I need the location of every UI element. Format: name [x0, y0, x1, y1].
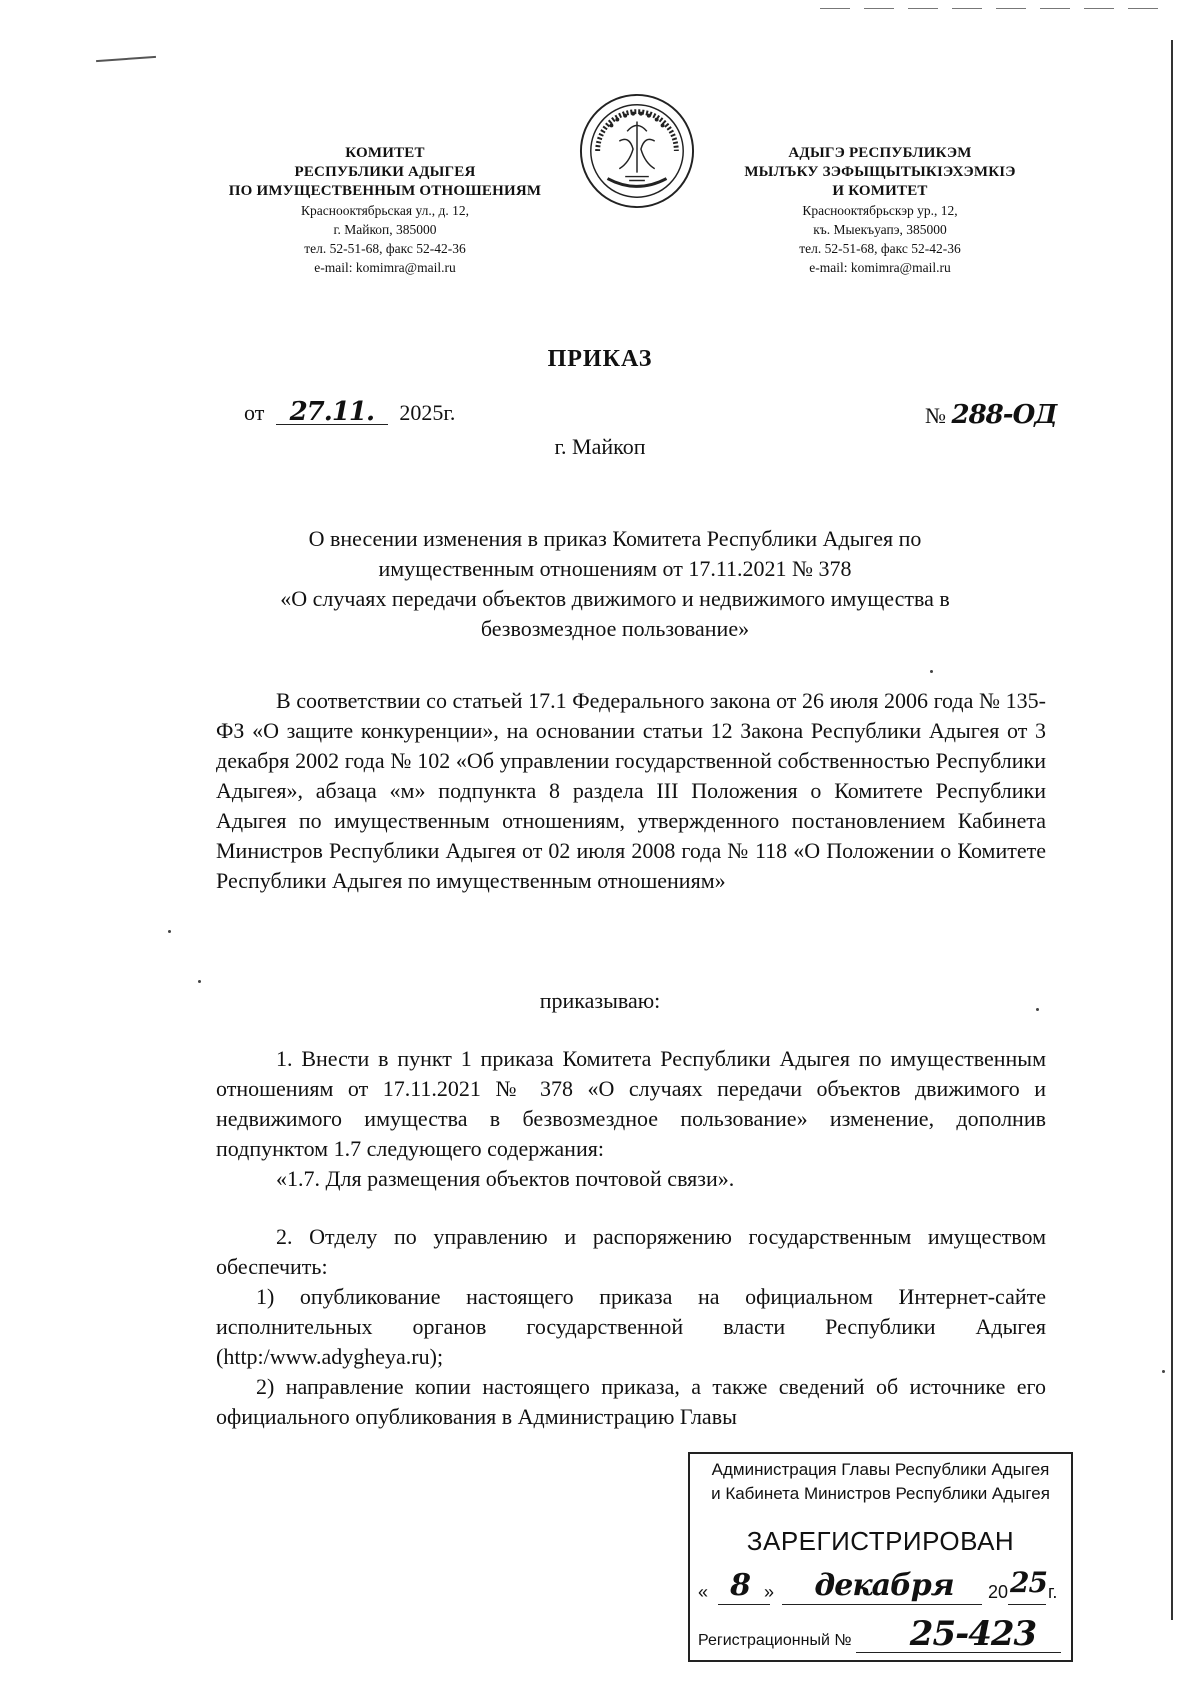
- stamp-reg-label: Регистрационный №: [698, 1632, 852, 1649]
- stamp-year-prefix: 20: [988, 1582, 1009, 1602]
- org-name-line: АДЫГЭ РЕСПУБЛИКЭМ: [788, 145, 972, 161]
- stamp-reg-value: 25-423: [909, 1614, 1037, 1654]
- scan-speck: [1162, 1370, 1165, 1373]
- subject-line: О внесении изменения в приказ Комитета Республики Адыгея по: [308, 526, 922, 551]
- order-date: [244, 397, 456, 427]
- address-line: Краснооктябрьская ул., д. 12,: [301, 203, 469, 218]
- coat-of-arms-icon: [578, 92, 696, 210]
- address-line: къ. Мыекъуапэ, 385000: [813, 222, 947, 237]
- email-line: e-mail: komimra@mail.ru: [314, 260, 456, 275]
- number-prefix: №: [925, 403, 946, 428]
- org-name-line: РЕСПУБЛИКИ АДЫГЕЯ: [294, 164, 476, 180]
- handwritten-date: 27.11.: [289, 397, 375, 427]
- stamp-year-suffix: 25: [1010, 1566, 1047, 1599]
- address-line: Краснооктябрьскэр ур., 12,: [802, 203, 958, 218]
- org-name-line: И КОМИТЕТ: [832, 183, 928, 199]
- stamp-reg-number: [698, 1614, 1063, 1656]
- org-name-line: МЫЛЪКУ ЗЭФЫЩЫТЫКIЭХЭМКIЭ: [744, 164, 1016, 180]
- scan-speck: [198, 980, 201, 983]
- header-left: [200, 144, 570, 277]
- subject-line: безвозмездное пользование»: [480, 616, 750, 641]
- city: г. Майкоп: [554, 434, 646, 459]
- stamp-year-mark: г.: [1048, 1582, 1058, 1602]
- address-line: г. Майкоп, 385000: [333, 222, 437, 237]
- item-1: 1. Внести в пункт 1 приказа Комитета Республики Адыгея по имущественным отношениям от 17.11.2021 № 378 «О случаях передачи объектов движимого и недвижимого имущества в безвозмездное пользование» изменение, дополнив подпунктом 1.7 следующего содержания:: [216, 1046, 1046, 1161]
- phone-line: тел. 52-51-68, факс 52-42-36: [304, 241, 466, 256]
- preamble-paragraph: В соответствии со статьей 17.1 Федерального закона от 26 июля 2006 года № 135-ФЗ «О защите конкуренции», на основании статьи 12 Закона Республики Адыгея от 3 декабря 2002 года № 102 «Об управлении государственной собственностью Республики Адыгея», абзаца «м» подпункта 8 раздела III Положения о Комитете Республики Адыгея по имущественным отношениям, утвержденного постановлением Кабинета Министров Республики Адыгея от 02 июля 2008 года № 118 «О Положении о Комитете Республики Адыгея по имущественным отношениям»: [216, 688, 1046, 893]
- org-name-line: ПО ИМУЩЕСТВЕННЫМ ОТНОШЕНИЯМ: [228, 183, 542, 199]
- scan-speck: [168, 930, 171, 933]
- handwritten-number: 288-ОД: [951, 400, 1057, 430]
- order-word: приказываю:: [539, 988, 661, 1013]
- subject-line: имущественным отношениям от 17.11.2021 № 378: [378, 556, 852, 581]
- stamp-status: ЗАРЕГИСТРИРОВАН: [746, 1526, 1015, 1556]
- email-line: e-mail: komimra@mail.ru: [809, 260, 951, 275]
- item-1-quote: «1.7. Для размещения объектов почтовой связи».: [276, 1166, 735, 1191]
- stamp-reg-underline: [856, 1652, 1061, 1653]
- item-2: 2. Отделу по управлению и распоряжению государственным имуществом обеспечить:: [216, 1224, 1046, 1279]
- org-name-line: КОМИТЕТ: [345, 145, 425, 161]
- stamp-line: Администрация Главы Республики Адыгея: [711, 1460, 1050, 1479]
- header-right: [700, 144, 1060, 277]
- date-prefix: от: [244, 400, 265, 425]
- stamp-year-underline: [1008, 1604, 1046, 1605]
- scan-artifact: [820, 8, 1160, 9]
- scan-artifact: [1171, 40, 1173, 1620]
- stamp-day-underline: [718, 1604, 770, 1605]
- phone-line: тел. 52-51-68, факс 52-42-36: [799, 241, 961, 256]
- registration-stamp: [688, 1452, 1073, 1662]
- stamp-header: [696, 1458, 1065, 1506]
- stamp-date: « 8 » декабря 20 25 г.: [698, 1566, 1058, 1603]
- date-underline: [276, 397, 388, 427]
- order-number: [925, 400, 1056, 430]
- date-year: 2025г.: [399, 400, 456, 425]
- document-type-title: ПРИКАЗ: [547, 346, 653, 372]
- stamp-month: декабря: [814, 1568, 954, 1603]
- item-2-sub-1: 1) опубликование настоящего приказа на официальном Интернет-сайте исполнительных органов государственной власти Республики Адыгея (http:/www.adygheya.ru);: [216, 1284, 1046, 1369]
- order-subject: [210, 524, 1020, 644]
- order-items: [216, 1044, 1046, 1432]
- stamp-day: 8: [730, 1568, 750, 1603]
- stamp-month-underline: [782, 1604, 982, 1605]
- scan-artifact: [96, 56, 156, 62]
- subject-line: «О случаях передачи объектов движимого и недвижимого имущества в: [280, 586, 950, 611]
- stamp-line: и Кабинета Министров Республики Адыгея: [711, 1484, 1050, 1503]
- item-2-sub-2: 2) направление копии настоящего приказа, а также сведений об источнике его официального опубликования в Администрацию Главы: [216, 1374, 1046, 1429]
- scan-speck: [930, 670, 933, 673]
